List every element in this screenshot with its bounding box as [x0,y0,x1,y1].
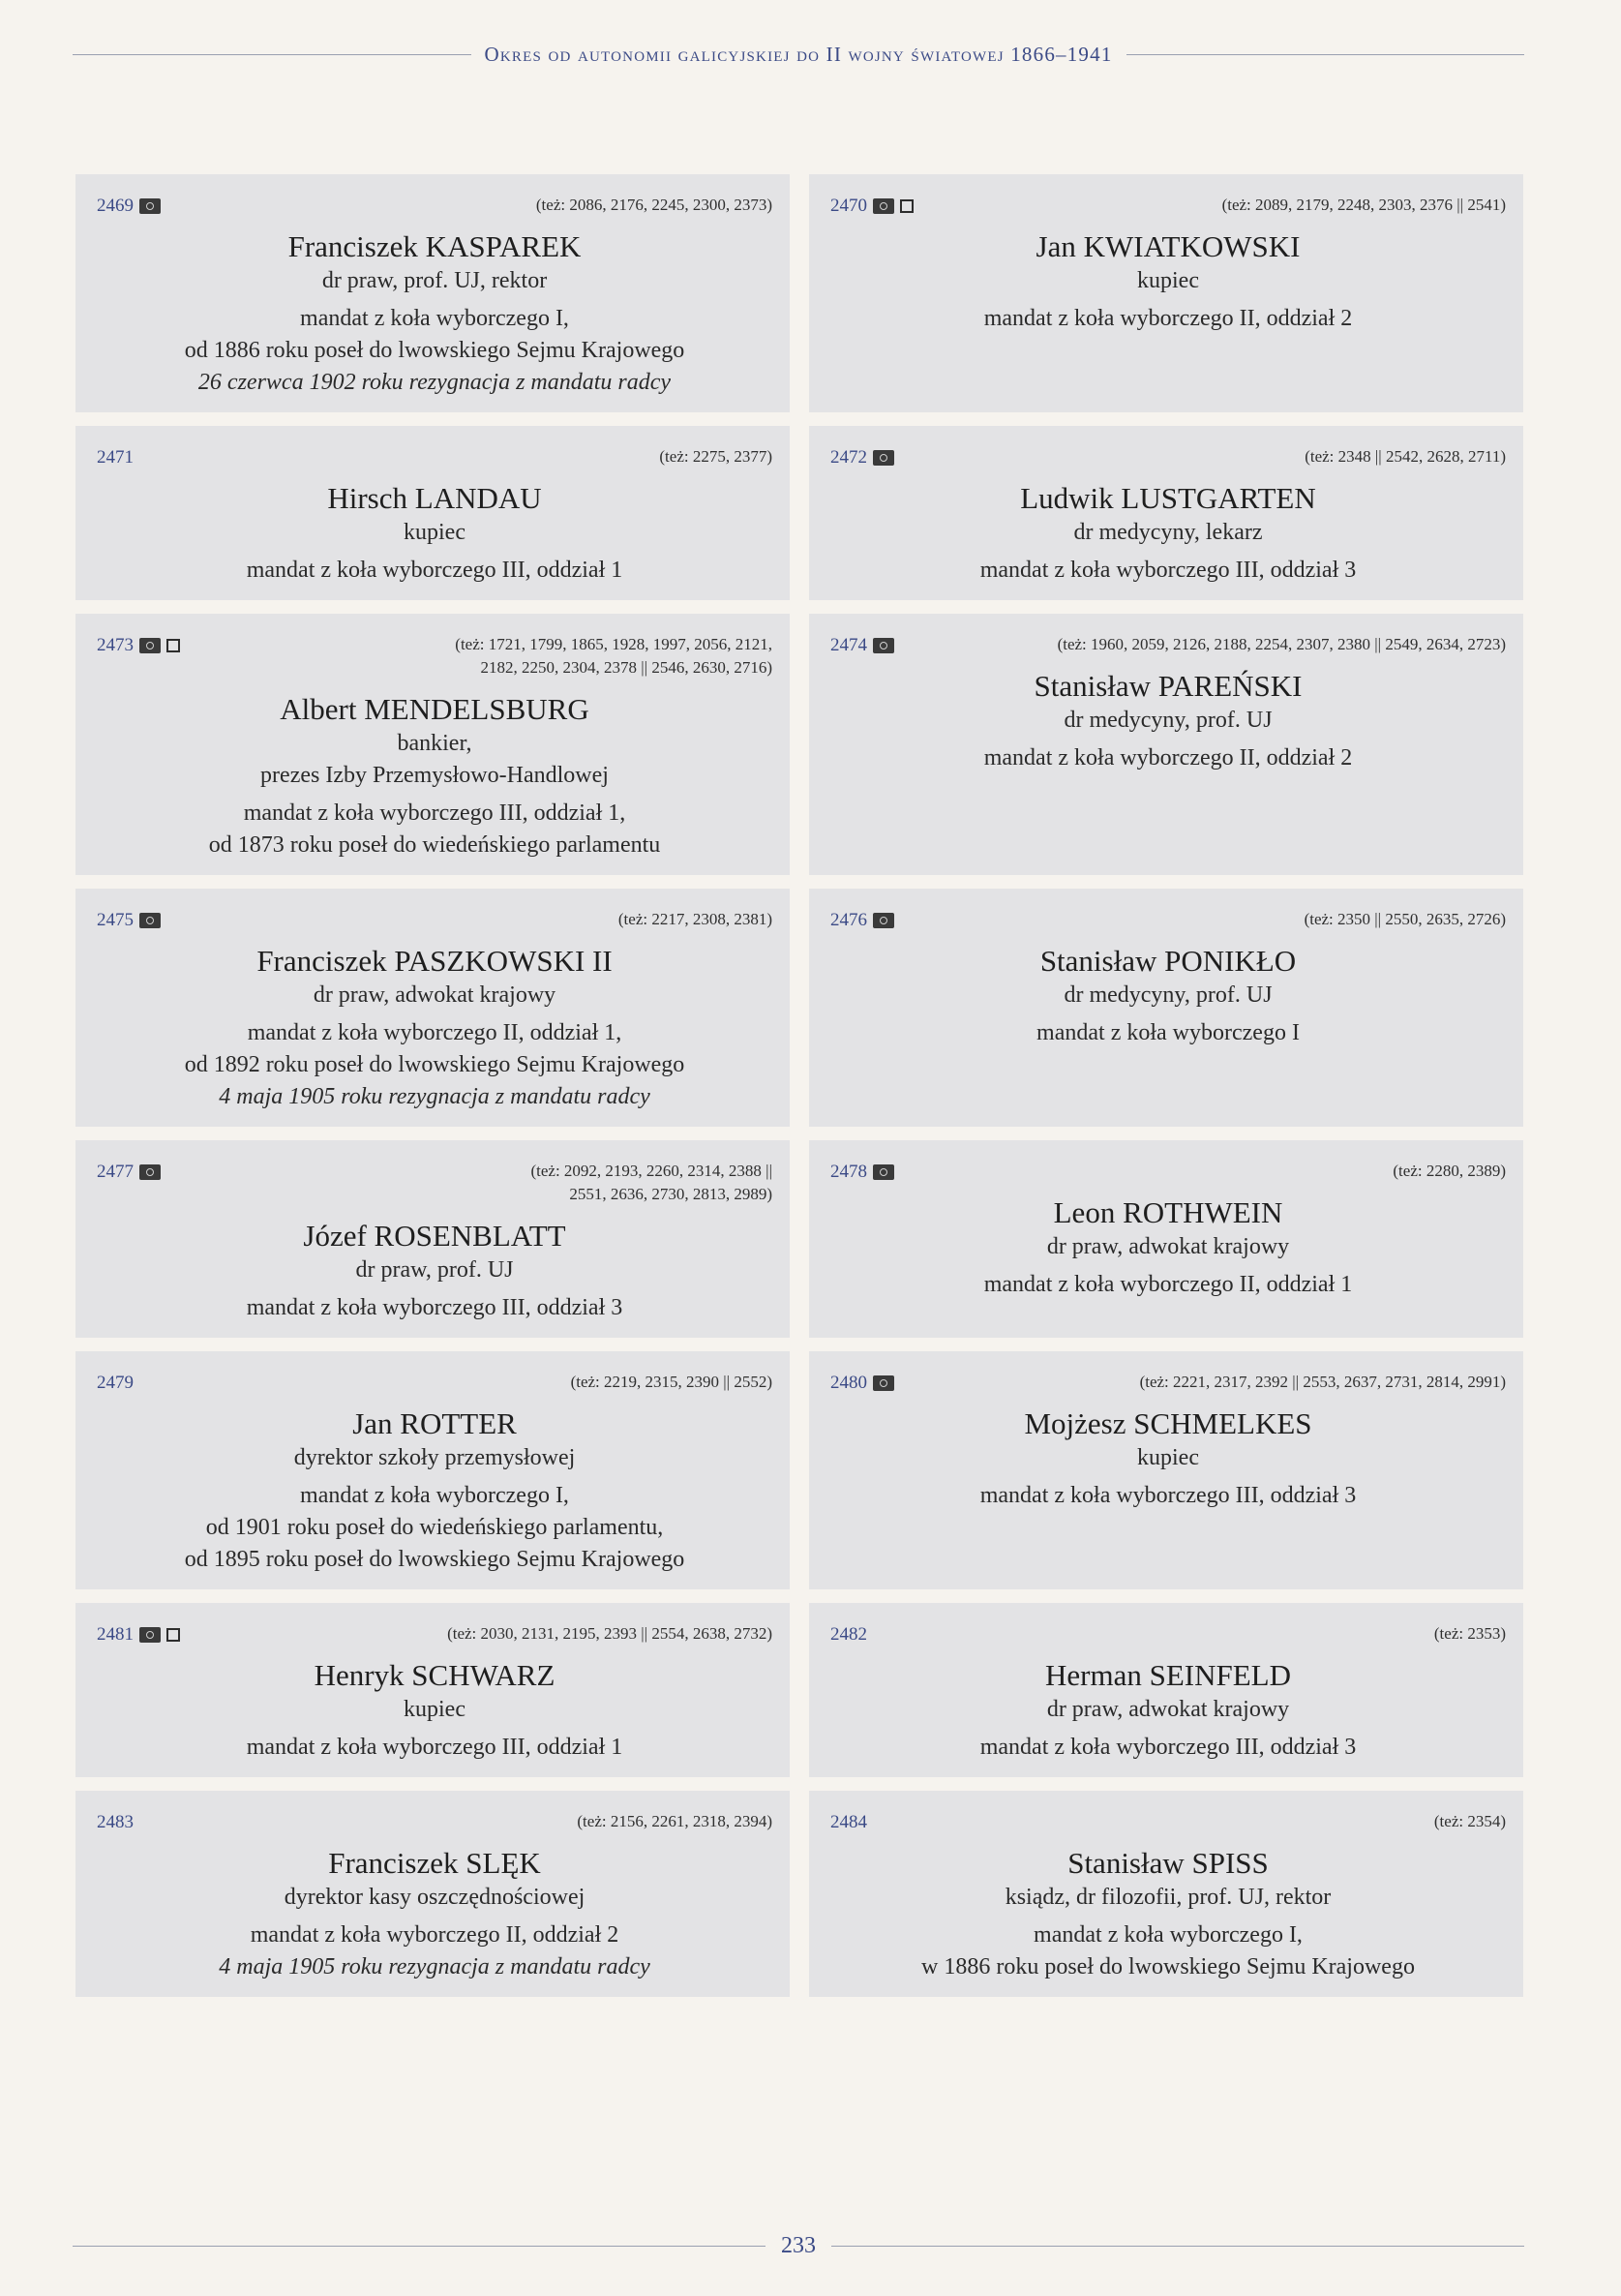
entry-number-text: 2477 [97,1162,134,1182]
cross-reference [1434,1810,1506,1833]
mandate-text: mandat z koła wyborczego III, oddział 3 [979,1735,1357,1760]
running-header [73,37,1524,72]
entry-card [809,1351,1523,1589]
entry-body [97,1405,772,1576]
person-name: Stanisław SPISS [1067,1846,1269,1880]
photo-icon [139,913,161,928]
photo-icon [139,1164,161,1180]
photo-icon [873,1164,894,1180]
photo-icon [873,638,894,653]
entry-body [830,1194,1506,1301]
entry-card [809,174,1523,412]
cross-reference [1140,1371,1506,1394]
person-role: dr medycyny, lekarz [1073,520,1263,545]
entries-grid [75,174,1523,1997]
entry-number [97,1812,134,1833]
entry-card [809,1603,1523,1777]
person-name: Franciszek PASZKOWSKI II [256,944,613,978]
entry-card [75,614,790,875]
mandate-text: mandat z koła wyborczego II, oddział 1, [247,1020,622,1045]
header-rule-right [1126,54,1525,55]
entry-card [75,426,790,600]
person-role: kupiec [404,520,465,545]
person-role: prezes Izby Przemysłowo-Handlowej [260,763,609,788]
entry-number-text: 2476 [830,910,867,930]
cross-reference-line: (też: 1721, 1799, 1865, 1928, 1997, 2056, 2121, [455,635,772,653]
cross-reference [1222,194,1506,217]
entry-number [97,1624,180,1646]
person-name: Henryk SCHWARZ [314,1658,555,1692]
person-role: ksiądz, dr filozofii, prof. UJ, rektor [1005,1885,1332,1910]
cross-reference [571,1371,772,1394]
cross-reference-line: (też: 2280, 2389) [1393,1162,1506,1180]
entry-card [75,1791,790,1997]
person-name: Ludwik LUSTGARTEN [1020,481,1316,515]
cross-reference-line: (też: 1960, 2059, 2126, 2188, 2254, 2307, 2380 || 2549, 2634, 2723) [1057,635,1506,653]
cross-reference [1434,1622,1506,1646]
entry-number [97,1162,161,1183]
mandate-text: mandat z koła wyborczego II, oddział 2 [983,306,1353,331]
cross-reference [447,1622,772,1646]
entry-number [830,1373,894,1394]
photo-icon [139,1627,161,1643]
cross-reference-line: (też: 2092, 2193, 2260, 2314, 2388 || [530,1162,772,1180]
photo-icon [873,198,894,214]
person-name: Franciszek SLĘK [328,1846,541,1880]
entry-body [97,1657,772,1764]
photo-icon [873,913,894,928]
person-role: bankier, [397,731,472,756]
entry-number-text: 2482 [830,1624,867,1645]
mandate-text: mandat z koła wyborczego I [1036,1020,1300,1045]
mandate-detail: od 1873 roku poseł do wiedeńskiego parlamentu [208,832,661,858]
person-role: dr praw, adwokat krajowy [313,982,556,1008]
entry-card [75,889,790,1127]
mandate-text: mandat z koła wyborczego II, oddział 1 [983,1272,1353,1297]
person-name: Albert MENDELSBURG [280,692,589,726]
cross-reference-line: (też: 2030, 2131, 2195, 2393 || 2554, 2638, 2732) [447,1624,772,1643]
mandate-detail: od 1892 roku poseł do lwowskiego Sejmu Krajowego [184,1052,685,1077]
entry-number-text: 2472 [830,447,867,468]
entry-number [830,1812,867,1833]
mandate-text: mandat z koła wyborczego II, oddział 2 [250,1922,619,1948]
entry-body [830,943,1506,1049]
person-name: Stanisław PONIKŁO [1039,944,1297,978]
photo-icon [873,450,894,466]
entry-body [830,1405,1506,1512]
entry-number [97,635,180,656]
entry-number [97,447,134,468]
entry-body [830,480,1506,587]
photo-icon [139,638,161,653]
mandate-detail: od 1886 roku poseł do lwowskiego Sejmu Krajowego [184,338,685,363]
cross-reference-line: (też: 2353) [1433,1624,1506,1643]
cross-reference-line: (też: 2350 || 2550, 2635, 2726) [1304,910,1506,928]
person-name: Franciszek KASPAREK [287,229,582,263]
person-name: Hirsch LANDAU [327,481,542,515]
mandate-detail: od 1901 roku poseł do wiedeńskiego parlamentu, [205,1515,664,1540]
entry-body [97,1845,772,1983]
entry-body [97,1218,772,1324]
cross-reference-line: (też: 2217, 2308, 2381) [617,910,772,928]
cross-reference [1393,1160,1506,1183]
person-role: dyrektor kasy oszczędnościowej [284,1885,585,1910]
square-icon [900,199,914,213]
cross-reference [530,1160,772,1206]
entry-number [830,910,894,931]
mandate-text: mandat z koła wyborczego III, oddział 3 [979,558,1357,583]
entry-number [830,635,894,656]
entry-card [809,614,1523,875]
entry-card [809,1140,1523,1338]
footer-rule-right [831,2246,1524,2247]
header-rule-left [73,54,471,55]
entry-number-text: 2480 [830,1373,867,1393]
person-role: dr praw, prof. UJ [355,1257,514,1283]
person-name: Józef ROSENBLATT [303,1219,566,1253]
entry-card [75,1140,790,1338]
person-role: kupiec [404,1697,465,1722]
entry-body [97,228,772,399]
entry-number-text: 2469 [97,196,134,216]
mandate-text: mandat z koła wyborczego III, oddział 1 [246,558,623,583]
cross-reference-line: (też: 2348 || 2542, 2628, 2711) [1305,447,1506,466]
person-role: dr medycyny, prof. UJ [1064,982,1273,1008]
entry-number-text: 2475 [97,910,134,930]
mandate-text: mandat z koła wyborczego III, oddział 1, [243,801,626,826]
entry-card [75,1603,790,1777]
person-name: Stanisław PAREŃSKI [1034,669,1303,703]
entry-number-text: 2470 [830,196,867,216]
person-name: Mojżesz SCHMELKES [1024,1406,1312,1440]
mandate-text: mandat z koła wyborczego II, oddział 2 [983,745,1353,770]
mandate-text: mandat z koła wyborczego III, oddział 3 [979,1483,1357,1508]
photo-icon [873,1375,894,1391]
entry-body [97,943,772,1113]
mandate-detail: od 1895 roku poseł do lwowskiego Sejmu Krajowego [184,1547,685,1572]
mandate-text: mandat z koła wyborczego III, oddział 1 [246,1735,623,1760]
cross-reference [1058,633,1506,656]
entry-number [830,1624,867,1646]
cross-reference [1305,445,1506,468]
square-icon [166,1628,180,1642]
cross-reference-line: (też: 2156, 2261, 2318, 2394) [577,1812,772,1830]
entry-number-text: 2481 [97,1624,134,1645]
person-role: dr praw, adwokat krajowy [1046,1697,1290,1722]
person-role: kupiec [1137,1445,1199,1470]
entry-body [97,691,772,861]
resignation-note: 26 czerwca 1902 roku rezygnacja z mandatu radcy [197,370,672,395]
person-name: Leon ROTHWEIN [1053,1195,1283,1229]
entry-number-text: 2483 [97,1812,134,1832]
cross-reference-line: (też: 2275, 2377) [659,447,772,466]
entry-card [75,174,790,412]
cross-reference-line: (też: 2089, 2179, 2248, 2303, 2376 || 2541) [1221,196,1506,214]
entry-number [830,1162,894,1183]
cross-reference-line: (też: 2086, 2176, 2245, 2300, 2373) [535,196,772,214]
person-role: dr praw, adwokat krajowy [1046,1234,1290,1259]
entry-body [830,1845,1506,1983]
entry-card [809,426,1523,600]
cross-reference-line: 2182, 2250, 2304, 2378 || 2546, 2630, 2716) [480,658,772,677]
mandate-text: mandat z koła wyborczego III, oddział 3 [246,1295,623,1320]
cross-reference-line: (też: 2219, 2315, 2390 || 2552) [570,1373,772,1391]
cross-reference [618,908,772,931]
page-number: 233 [781,2232,816,2258]
entry-number-text: 2473 [97,635,134,655]
entry-number [830,447,894,468]
entry-number-text: 2479 [97,1373,134,1393]
entry-body [97,480,772,587]
person-name: Herman SEINFELD [1045,1658,1291,1692]
entry-number-text: 2478 [830,1162,867,1182]
mandate-detail: w 1886 roku poseł do lwowskiego Sejmu Krajowego [921,1954,1415,1979]
page-footer [73,2226,1524,2265]
resignation-note: 4 maja 1905 roku rezygnacja z mandatu radcy [219,1954,650,1979]
entry-number [830,196,914,217]
person-role: kupiec [1137,268,1199,293]
entry-body [830,668,1506,774]
cross-reference-line: (też: 2354) [1433,1812,1506,1830]
entry-card [75,1351,790,1589]
square-icon [166,639,180,652]
entry-body [830,228,1506,335]
entry-number-text: 2474 [830,635,867,655]
person-name: Jan ROTTER [352,1406,517,1440]
cross-reference-line: 2551, 2636, 2730, 2813, 2989) [569,1185,772,1203]
person-role: dyrektor szkoły przemysłowej [293,1445,576,1470]
entry-card [809,1791,1523,1997]
cross-reference [536,194,772,217]
resignation-note: 4 maja 1905 roku rezygnacja z mandatu radcy [219,1084,650,1109]
mandate-text: mandat z koła wyborczego I, [300,306,569,331]
photo-icon [139,198,161,214]
entry-number [97,910,161,931]
running-title: Okres od autonomii galicyjskiej do II wojny światowej 1866–1941 [484,42,1113,66]
cross-reference [455,633,772,680]
person-role: dr praw, prof. UJ, rektor [321,268,548,293]
entry-number [97,1373,134,1394]
entry-number-text: 2471 [97,447,134,468]
cross-reference-line: (też: 2221, 2317, 2392 || 2553, 2637, 2731, 2814, 2991) [1139,1373,1506,1391]
mandate-text: mandat z koła wyborczego I, [300,1483,569,1508]
entry-number [97,196,161,217]
footer-rule-left [73,2246,765,2247]
cross-reference [577,1810,772,1833]
cross-reference [659,445,772,468]
entry-number-text: 2484 [830,1812,867,1832]
entry-body [830,1657,1506,1764]
cross-reference [1305,908,1506,931]
mandate-text: mandat z koła wyborczego I, [1034,1922,1303,1948]
person-name: Jan KWIATKOWSKI [1036,229,1301,263]
person-role: dr medycyny, prof. UJ [1064,708,1273,733]
entry-card [809,889,1523,1127]
